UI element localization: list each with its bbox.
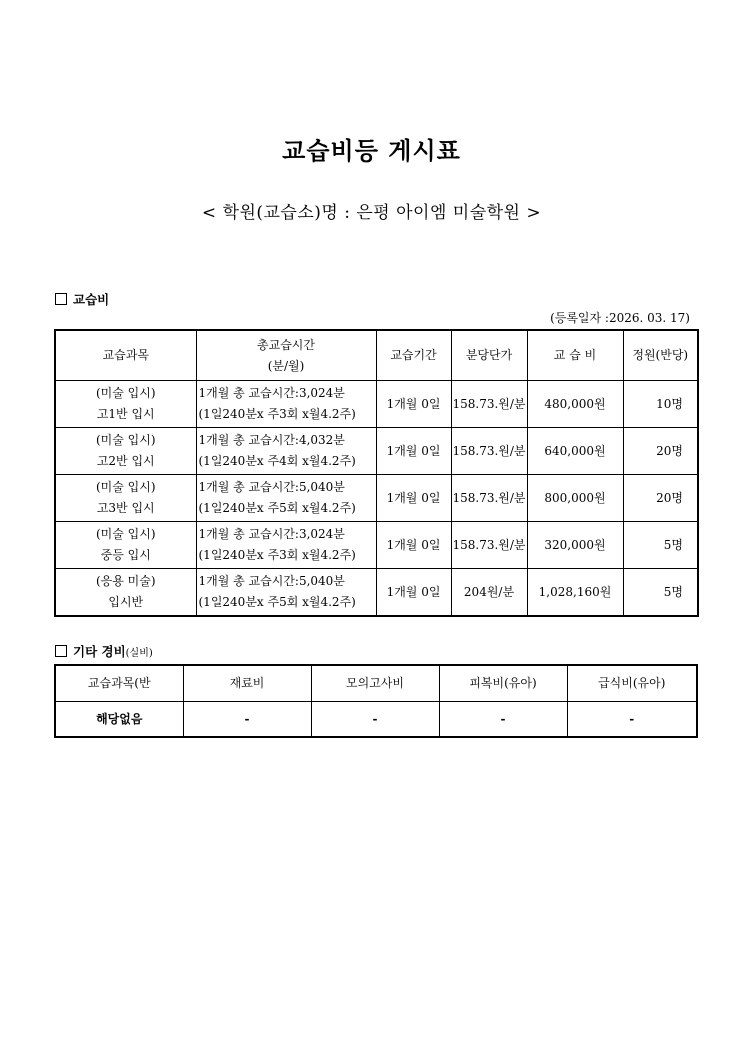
fee-cell: 480,000원 xyxy=(527,381,623,428)
expense-table xyxy=(54,664,698,738)
table-row xyxy=(55,428,698,475)
table-row xyxy=(55,522,698,569)
section-tuition-label: 교습비 xyxy=(73,292,110,307)
capacity-cell: 5명 xyxy=(623,569,698,617)
unit-price-cell: 158.73.원/분 xyxy=(451,381,527,428)
hours-breakdown: (1일240분x 주5회 x월4.2주) xyxy=(198,595,356,609)
hours-total: 1개월 총 교습시간:3,024분 xyxy=(198,527,345,541)
unit-price-cell: 158.73.원/분 xyxy=(451,428,527,475)
subject-cell xyxy=(55,522,196,569)
document-title: 교습비등 게시표 xyxy=(282,136,461,165)
table-row xyxy=(55,381,698,428)
hours-cell xyxy=(196,522,376,569)
expense-mock-exam-cell: - xyxy=(311,702,439,738)
subject-cell xyxy=(55,475,196,522)
checkbox-square-icon xyxy=(55,645,67,657)
hours-cell xyxy=(196,569,376,617)
subject-class: 고2반 입시 xyxy=(96,454,155,468)
tuition-header-row xyxy=(55,330,698,381)
expense-subject-cell: 해당없음 xyxy=(55,702,183,738)
hours-total: 1개월 총 교습시간:3,024분 xyxy=(198,386,345,400)
section-expense-label: 기타 경비 xyxy=(73,644,126,659)
header-subject: 교습과목 xyxy=(55,330,196,381)
capacity-cell: 20명 xyxy=(623,428,698,475)
hours-breakdown: (1일240분x 주4회 x월4.2주) xyxy=(198,454,356,468)
header-unit-price: 분당단가 xyxy=(451,330,527,381)
subject-cell xyxy=(55,381,196,428)
period-cell: 1개월 0일 xyxy=(376,569,451,617)
subject-category: (미술 입시) xyxy=(95,527,156,541)
section-expense-heading xyxy=(55,642,153,660)
hours-breakdown: (1일240분x 주3회 x월4.2주) xyxy=(198,407,356,421)
subject-class: 입시반 xyxy=(108,595,144,609)
subject-category: (미술 입시) xyxy=(95,433,156,447)
period-cell: 1개월 0일 xyxy=(376,475,451,522)
header-capacity: 정원(반당) xyxy=(623,330,698,381)
period-cell: 1개월 0일 xyxy=(376,522,451,569)
expense-clothing-cell: - xyxy=(439,702,567,738)
hours-breakdown: (1일240분x 주5회 x월4.2주) xyxy=(198,501,356,515)
expense-header-row xyxy=(55,665,697,702)
fee-cell: 640,000원 xyxy=(527,428,623,475)
checkbox-square-icon xyxy=(55,293,67,305)
capacity-cell: 5명 xyxy=(623,522,698,569)
header-total-hours-unit: (분/월) xyxy=(267,358,305,373)
hours-total: 1개월 총 교습시간:5,040분 xyxy=(198,574,345,588)
subject-class: 중등 입시 xyxy=(100,548,151,562)
unit-price-cell: 158.73.원/분 xyxy=(451,475,527,522)
hours-cell xyxy=(196,475,376,522)
hours-breakdown: (1일240분x 주3회 x월4.2주) xyxy=(198,548,356,562)
subject-cell xyxy=(55,569,196,617)
period-cell: 1개월 0일 xyxy=(376,428,451,475)
fee-cell: 1,028,160원 xyxy=(527,569,623,617)
table-row xyxy=(55,702,697,738)
capacity-cell: 20명 xyxy=(623,475,698,522)
registration-date: (등록일자 :2026. 03. 17) xyxy=(550,311,690,325)
unit-price-cell: 204원/분 xyxy=(451,569,527,617)
period-cell: 1개월 0일 xyxy=(376,381,451,428)
subject-category: (미술 입시) xyxy=(95,386,156,400)
fee-cell: 320,000원 xyxy=(527,522,623,569)
hours-total: 1개월 총 교습시간:4,032분 xyxy=(198,433,345,447)
subject-class: 고3반 입시 xyxy=(96,501,155,515)
capacity-cell: 10명 xyxy=(623,381,698,428)
header-material: 재료비 xyxy=(183,665,311,702)
hours-cell xyxy=(196,381,376,428)
academy-name: < 학원(교습소)명 : 은평 아이엠 미술학원 > xyxy=(201,203,542,223)
table-row xyxy=(55,475,698,522)
header-clothing: 피복비(유아) xyxy=(439,665,567,702)
subject-category: (미술 입시) xyxy=(95,480,156,494)
fee-cell: 800,000원 xyxy=(527,475,623,522)
expense-material-cell: - xyxy=(183,702,311,738)
subject-class: 고1반 입시 xyxy=(96,407,155,421)
subject-cell xyxy=(55,428,196,475)
subject-category: (응용 미술) xyxy=(95,574,156,588)
header-total-hours xyxy=(196,330,376,381)
header-fee: 교 습 비 xyxy=(527,330,623,381)
table-row xyxy=(55,569,698,617)
header-subject: 교습과목(반 xyxy=(55,665,183,702)
header-mock-exam: 모의고사비 xyxy=(311,665,439,702)
section-expense-note: (실비) xyxy=(125,648,153,659)
header-meal: 급식비(유아) xyxy=(567,665,697,702)
expense-meal-cell: - xyxy=(567,702,697,738)
hours-cell xyxy=(196,428,376,475)
section-tuition-heading xyxy=(55,290,109,308)
header-total-hours-label: 총교습시간 xyxy=(257,337,315,352)
header-period: 교습기간 xyxy=(376,330,451,381)
unit-price-cell: 158.73.원/분 xyxy=(451,522,527,569)
hours-total: 1개월 총 교습시간:5,040분 xyxy=(198,480,345,494)
tuition-table xyxy=(54,329,699,617)
